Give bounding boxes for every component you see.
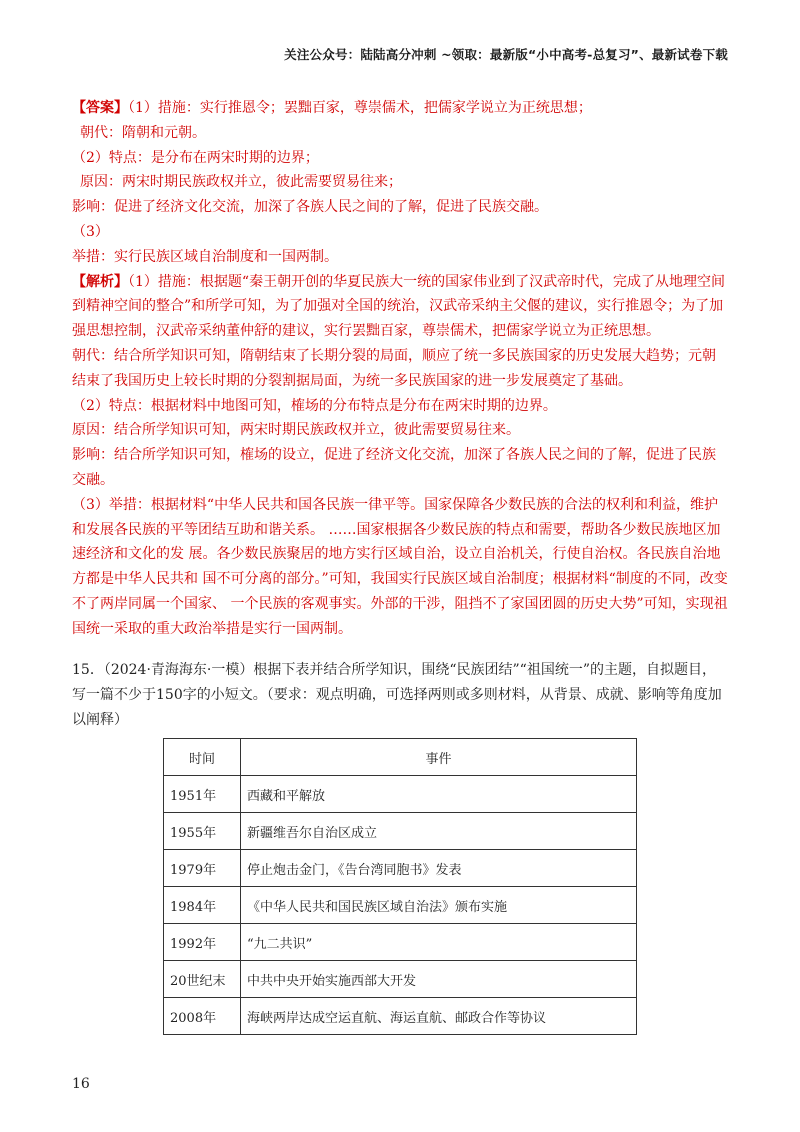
answer-tag: 【答案】 xyxy=(72,100,128,116)
row-year: 1955年 xyxy=(164,813,241,850)
analysis-para-2: 朝代：结合所学知识可知，隋朝结束了长期分裂的局面，顺应了统一多民族国家的历史发展大趋势；元朝结束了我国历史上较长时期的分裂割据局面，为统一多民族国家的进一步发展奠定了基础。 xyxy=(72,347,716,389)
analysis-para-4: 原因：结合所学知识可知，两宋时期民族政权并立，彼此需要贸易往来。 xyxy=(72,422,520,439)
analysis-para-1: 【解析】（1）措施：根据题“秦王朝开创的华夏民族大一统的国家伟业到了汉武帝时代，完成了从地理空间到精神空间的整合”和所学可知，为了加强对全国的统治，汉武帝采纳主父偃的建议，实行推恩令；为了加强思想控制，汉武帝采纳董仲舒的建议，实行罢黜百家，尊崇儒术，把儒家学说立为正统思想。 xyxy=(72,273,726,340)
events-table xyxy=(163,738,637,1035)
row-event: 中共中央开始实施西部大开发 xyxy=(241,961,637,998)
table-row xyxy=(164,924,637,961)
table-row xyxy=(164,776,637,813)
answer-line-2: 朝代：隋朝和元朝。 xyxy=(80,124,206,141)
table-header-row xyxy=(164,739,637,776)
question-text: 15．（2024·青海海东·一模）根据下表并结合所学知识，围绕“民族团结”“祖国统一”的主题，自拟题目，写一篇不少于150字的小短文。（要求：观点明确，可选择两则或多则材料，从背景、成就、影响等角度加以阐释） xyxy=(72,662,722,728)
answer-line-1: 【答案】（1）措施：实行推恩令；罢黜百家，尊崇儒术，把儒家学说立为正统思想； xyxy=(72,100,592,116)
analysis-para-3: （2）特点：根据材料中地图可知，榷场的分布特点是分布在两宋时期的边界。 xyxy=(72,397,557,414)
row-year: 2008年 xyxy=(164,998,241,1035)
row-year: 1984年 xyxy=(164,887,241,924)
row-event: 新疆维吾尔自治区成立 xyxy=(241,813,637,850)
row-event: 海峡两岸达成空运直航、海运直航、邮政合作等协议 xyxy=(241,998,637,1035)
row-year: 1951年 xyxy=(164,776,241,813)
row-year: 1979年 xyxy=(164,850,241,887)
answer-line-3: （2）特点：是分布在两宋时期的边界； xyxy=(72,149,319,166)
header-time: 时间 xyxy=(164,739,241,776)
row-year: 1992年 xyxy=(164,924,241,961)
answer-line-7: 举措：实行民族区域自治制度和一国两制。 xyxy=(72,248,338,265)
answer-section xyxy=(72,96,728,642)
analysis-para-6: （3）举措：根据材料“中华人民共和国各民族一律平等。国家保障各少数民族的合法的权利和利益，维护和发展各民族的平等团结互助和谐关系。 ……国家根据各少数民族的特点和需要，帮助各少数民族地区加速经济和文化的发 展。各少数民族聚居的地方实行区域自治，设立自治机关，行使自治权。各民族自治地方都是中华人民共和 国不可分离的部分。”可知，我国实行民族区域自治制度；根据材料“制度的不同，改变不了两岸同属一个国家、 一个民族的客观事实。外部的干涉，阻挡不了家国团圆的历史大势”可知，实现祖国统一采取的重大政治举措是实行一国两制。 xyxy=(72,496,728,637)
row-event: 停止炮击金门，《告台湾同胞书》发表 xyxy=(241,850,637,887)
answer-line-6: （3） xyxy=(72,223,109,240)
table-row xyxy=(164,887,637,924)
analysis-tag: 【解析】 xyxy=(72,273,128,290)
answer-line-4: 原因：两宋时期民族政权并立，彼此需要贸易往来； xyxy=(80,174,402,191)
table-row xyxy=(164,998,637,1035)
analysis-para-5: 影响：结合所学知识可知，榷场的设立，促进了经济文化交流，加深了各族人民之间的了解，促进了民族交融。 xyxy=(72,447,716,488)
answer-line-5: 影响：促进了经济文化交流，加深了各族人民之间的了解，促进了民族交融。 xyxy=(72,199,548,216)
row-event: “九二共识” xyxy=(241,924,637,961)
row-event: 西藏和平解放 xyxy=(241,776,637,813)
row-year: 20世纪末 xyxy=(164,961,241,998)
table-row xyxy=(164,850,637,887)
page-header: 关注公众号：陆陆高分冲刺 ~领取：最新版“小中高考-总复习”、最新试卷下载 xyxy=(284,47,728,62)
page-number: 16 xyxy=(72,1076,90,1092)
table-row xyxy=(164,961,637,998)
row-event: 《中华人民共和国民族区域自治法》颁布实施 xyxy=(241,887,637,924)
header-event: 事件 xyxy=(241,739,637,776)
table-row xyxy=(164,813,637,850)
question-15 xyxy=(72,658,728,733)
